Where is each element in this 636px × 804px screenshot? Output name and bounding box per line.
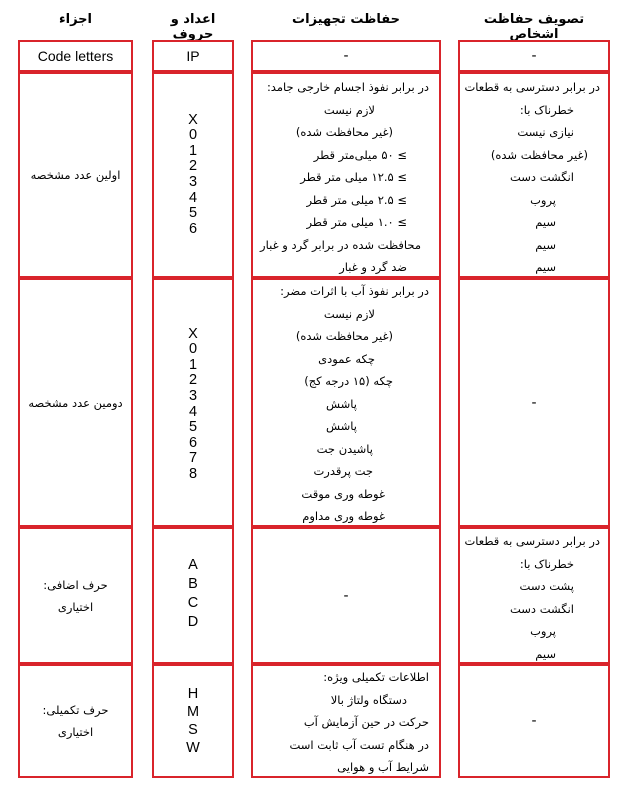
dash: -	[531, 713, 537, 729]
equipment-line: (غیر محافظت شده)	[295, 329, 393, 343]
code-list	[186, 685, 200, 757]
header-parts: اجزاء	[58, 12, 92, 27]
equipment-line: در برابر نفوذ اجسام خارجی جامد:	[266, 80, 429, 94]
part-line: اختیاری	[57, 725, 94, 739]
code-item: D	[187, 613, 199, 630]
code-item: 4	[188, 403, 198, 420]
code-item: 1	[188, 356, 198, 373]
header-equipment: حفاظت تجهیزات	[292, 12, 400, 27]
code-item: A	[188, 556, 198, 573]
equipment-line: چکه (۱۵ درجه کج)	[304, 374, 393, 388]
code-letters-cell	[18, 40, 133, 72]
persons-line: سیم	[535, 646, 556, 661]
equipment-line: پاشش	[325, 396, 357, 411]
additional-letter-cell	[18, 527, 133, 664]
equipment-line: لازم نیست	[323, 306, 375, 321]
code-item: X	[188, 325, 198, 342]
second-digit-equipment-cell	[251, 278, 441, 527]
persons-line: خطرناک با:	[519, 556, 574, 571]
equipment-lines	[253, 74, 439, 279]
second-digit-cell	[18, 278, 133, 527]
part-line: حرف تکمیلی:	[42, 703, 109, 717]
code-list	[188, 327, 198, 483]
second-digit-label: دومین عدد مشخصه	[28, 395, 123, 410]
equipment-line: ≥ ۲.۵ میلی متر قطر	[306, 192, 407, 207]
equipment-line: در برابر نفوذ آب با اثرات مضر:	[280, 284, 429, 298]
supplementary-letter-equipment-cell	[251, 664, 441, 778]
dash: -	[531, 48, 537, 64]
persons-line: پروب	[530, 192, 556, 207]
additional-letter-codes-cell	[152, 527, 234, 664]
first-digit-persons-cell	[458, 72, 610, 278]
persons-line: سیم	[535, 215, 556, 229]
persons-lines	[460, 74, 608, 279]
equipment-line: اطلاعات تکمیلی ویژه:	[323, 670, 429, 684]
equipment-line: محافظت شده در برابر گرد و غبار	[260, 237, 421, 252]
part-line: حرف اضافی:	[43, 577, 108, 592]
persons-line: سیم	[535, 237, 556, 252]
equipment-line: حرکت در حین آزمایش آب	[303, 715, 429, 729]
code-item: S	[188, 722, 198, 738]
additional-letter-label	[43, 574, 107, 618]
persons-row0-cell	[458, 40, 610, 72]
persons-line: در برابر دسترسی به قطعات	[464, 80, 600, 94]
persons-line: در برابر دسترسی به قطعات	[464, 534, 600, 548]
dash: -	[531, 394, 537, 411]
code-item: 6	[188, 434, 198, 451]
equipment-line: دستگاه ولتاژ بالا	[330, 692, 407, 707]
supplementary-letter-codes-cell	[152, 664, 234, 778]
additional-letter-equipment-cell	[251, 527, 441, 664]
dash: -	[343, 48, 349, 64]
code-item: 2	[188, 372, 198, 389]
code-item: X	[188, 111, 198, 128]
equipment-line: ≥ ۵۰ میلی‌متر قطر	[313, 147, 407, 162]
persons-line: پروب	[530, 624, 556, 638]
equipment-line: ≥ ۱.۰ میلی متر قطر	[306, 215, 407, 229]
persons-line: نیازی نیست	[517, 125, 574, 139]
first-digit-codes-cell	[152, 72, 234, 278]
equipment-line: در هنگام تست آب ثابت است	[289, 737, 429, 752]
code-item: 2	[188, 158, 198, 175]
header-persons: تصویف حفاظت اشخاص	[483, 12, 585, 42]
code-item: 1	[188, 142, 198, 159]
persons-line: (غیر محافظت شده)	[490, 147, 588, 162]
supplementary-letter-label	[43, 699, 109, 743]
equipment-line: (غیر محافظت شده)	[295, 125, 393, 139]
code-item: C	[187, 594, 199, 611]
code-letters-label: Code letters	[37, 48, 114, 64]
equipment-line: غوطه وری مداوم	[302, 509, 385, 523]
second-digit-persons-cell	[458, 278, 610, 527]
code-item: 5	[188, 419, 198, 436]
equipment-line: پاشش	[325, 419, 357, 433]
equipment-line: لازم نیست	[323, 102, 375, 117]
code-item: 6	[188, 220, 198, 237]
code-item: 4	[188, 189, 198, 206]
code-item: 3	[188, 387, 198, 404]
code-item: H	[187, 686, 199, 702]
part-line: اختیاری	[57, 599, 94, 614]
code-list	[188, 113, 198, 238]
header-numerals: اعداد و حروف	[170, 12, 216, 42]
persons-line: انگشت دست	[509, 170, 574, 184]
dash: -	[343, 587, 349, 604]
equipment-line: غوطه وری موقت	[301, 486, 385, 501]
equipment-line: جت پرقدرت	[313, 464, 373, 478]
persons-line: پشت دست	[519, 579, 574, 593]
persons-line: خطرناک با:	[519, 102, 574, 117]
equipment-lines	[253, 280, 439, 528]
code-item: 8	[188, 465, 198, 482]
code-item: 3	[188, 174, 198, 190]
first-digit-cell	[18, 72, 133, 278]
equipment-line: ضد گرد و غبار	[339, 260, 407, 274]
persons-line: انگشت دست	[509, 601, 574, 616]
equipment-line: چکه عمودی	[318, 351, 375, 366]
equipment-line: ≥ ۱۲.۵ میلی متر قطر	[300, 170, 407, 184]
ip-code-cell	[152, 40, 234, 72]
code-item: 5	[188, 205, 198, 222]
code-item: M	[186, 704, 200, 720]
code-item: W	[186, 740, 200, 756]
code-item: 0	[188, 127, 198, 144]
code-item: B	[188, 575, 198, 592]
first-digit-equipment-cell	[251, 72, 441, 278]
additional-letter-persons-cell	[458, 527, 610, 664]
code-item: 0	[188, 341, 198, 358]
supplementary-letter-cell	[18, 664, 133, 778]
equipment-line: شرایط آب و هوایی	[337, 760, 429, 774]
equipment-line: پاشیدن جت	[316, 441, 373, 456]
ip-code: IP	[186, 48, 200, 64]
code-list	[188, 556, 198, 632]
equipment-row0-cell	[251, 40, 441, 72]
second-digit-codes-cell	[152, 278, 234, 527]
equipment-lines	[253, 666, 439, 779]
persons-lines	[460, 529, 608, 665]
code-item: 7	[188, 450, 198, 467]
persons-line: سیم	[535, 260, 556, 274]
supplementary-letter-persons-cell	[458, 664, 610, 778]
first-digit-label: اولین عدد مشخصه	[30, 168, 121, 182]
